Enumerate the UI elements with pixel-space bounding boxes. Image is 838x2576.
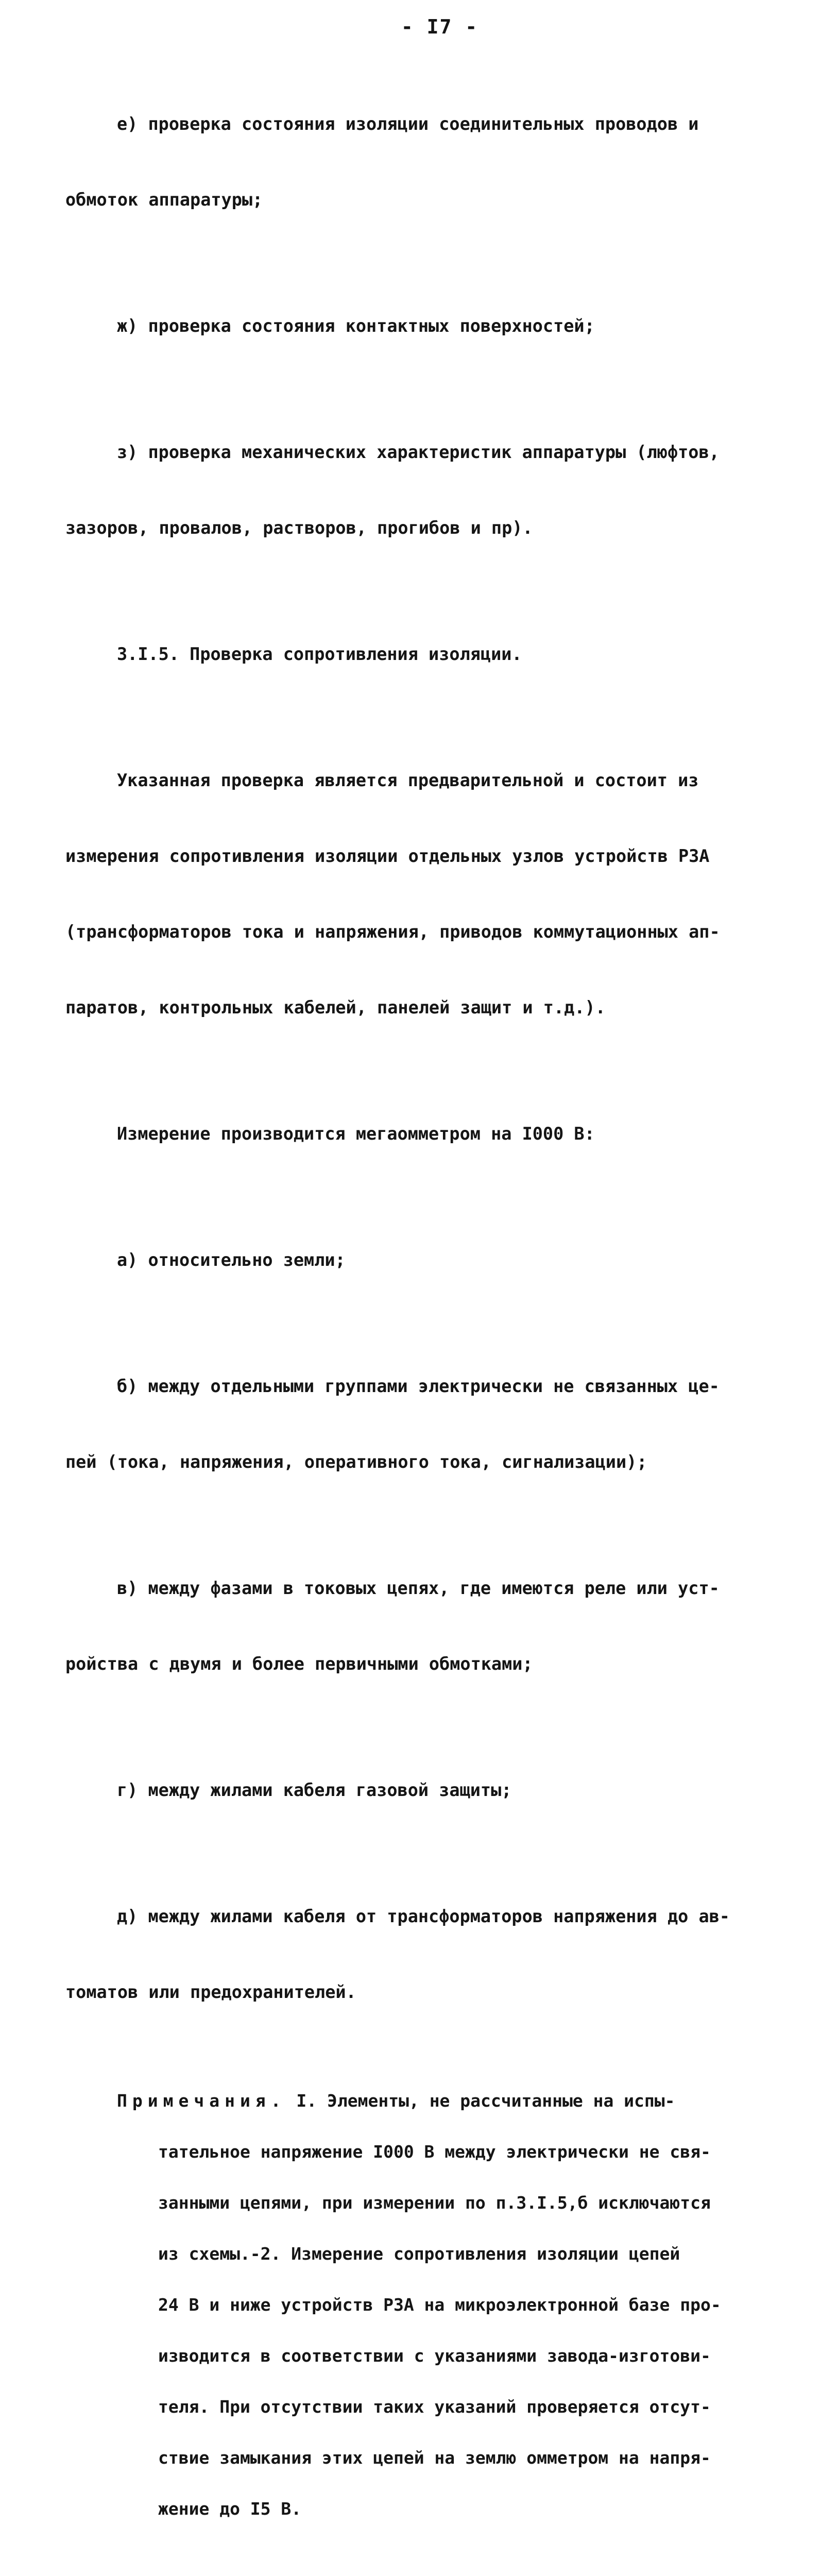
list-item-g: [65, 1727, 735, 1853]
text-line: д) между жилами кабеля от трансформаторов напряжения до ав-: [117, 1906, 730, 1926]
text-line: б) между отдельными группами электрически не связанных це-: [117, 1376, 720, 1396]
text-line: томатов или предохранителей.: [65, 1982, 356, 2002]
list-item-d: [65, 1853, 735, 2055]
paragraph-item-zh: [65, 263, 735, 389]
text-line: изводится в соответствии с указаниями завода-изготови-: [158, 2346, 711, 2366]
paragraph-measurement: [65, 1071, 735, 1197]
text-line: пей (тока, напряжения, оперативного тока, сигнализации);: [65, 1452, 647, 1472]
text-line: измерения сопротивления изоляции отдельных узлов устройств РЗА: [65, 846, 710, 866]
text-line: паратов, контрольных кабелей, панелей защит и т.д.).: [65, 997, 606, 1018]
page-body: [65, 61, 735, 2576]
text-line: обмоток аппаратуры;: [65, 190, 263, 210]
text-line: теля. При отсутствии таких указаний проверяется отсут-: [158, 2397, 711, 2417]
list-item-b: [65, 1323, 735, 1525]
paragraph-insulation-check: [65, 717, 735, 1071]
text-line: г) между жилами кабеля газовой защиты;: [117, 1780, 512, 1800]
list-item-v: [65, 1525, 735, 1727]
text-line: из схемы.-2. Измерение сопротивления изоляции цепей: [158, 2244, 680, 2264]
text-line: занными цепями, при измерении по п.3.I.5,б исключаются: [158, 2193, 711, 2213]
text-line: а) относительно земли;: [117, 1250, 346, 1270]
note-first-line: [117, 2092, 735, 2109]
text-line: I. Элементы, не рассчитанные на испы-: [286, 2091, 675, 2111]
list-item-a: [65, 1197, 735, 1323]
page-number: - I7 -: [401, 15, 478, 38]
text-line: в) между фазами в токовых цепях, где имеются реле или уст-: [117, 1578, 720, 1598]
text-line: ройства с двумя и более первичными обмотками;: [65, 1654, 533, 1674]
text-line: з) проверка механических характеристик аппаратуры (люфтов,: [117, 442, 720, 462]
section-heading-3-1-5: [65, 591, 735, 717]
text-line: 24 В и ниже устройств РЗА на микроэлектронной базе про-: [158, 2295, 721, 2315]
text-line: тательное напряжение I000 В между электрически не свя-: [158, 2142, 711, 2162]
notes-block: [65, 2058, 735, 2551]
paragraph-item-z: [65, 389, 735, 591]
text-line: (трансформаторов тока и напряжения, приводов коммутационных ап-: [65, 922, 720, 942]
section-heading-3-1-6: [65, 2558, 735, 2576]
text-line: ствие замыкания этих цепей на землю омметром на напря-: [158, 2448, 711, 2468]
text-line: жение до I5 В.: [158, 2499, 302, 2519]
notes-heading: Примечания.: [117, 2091, 286, 2111]
text-line: Указанная проверка является предварительной и состоит из: [117, 770, 699, 790]
paragraph-item-e: [65, 61, 735, 263]
text-line: 3.I.5. Проверка сопротивления изоляции.: [117, 644, 522, 664]
text-line: Измерение производится мегаомметром на I000 В:: [117, 1124, 595, 1144]
text-line: е) проверка состояния изоляции соединительных проводов и: [117, 114, 699, 134]
text-line: ж) проверка состояния контактных поверхностей;: [117, 316, 595, 336]
text-line: зазоров, провалов, растворов, прогибов и пр).: [65, 518, 533, 538]
